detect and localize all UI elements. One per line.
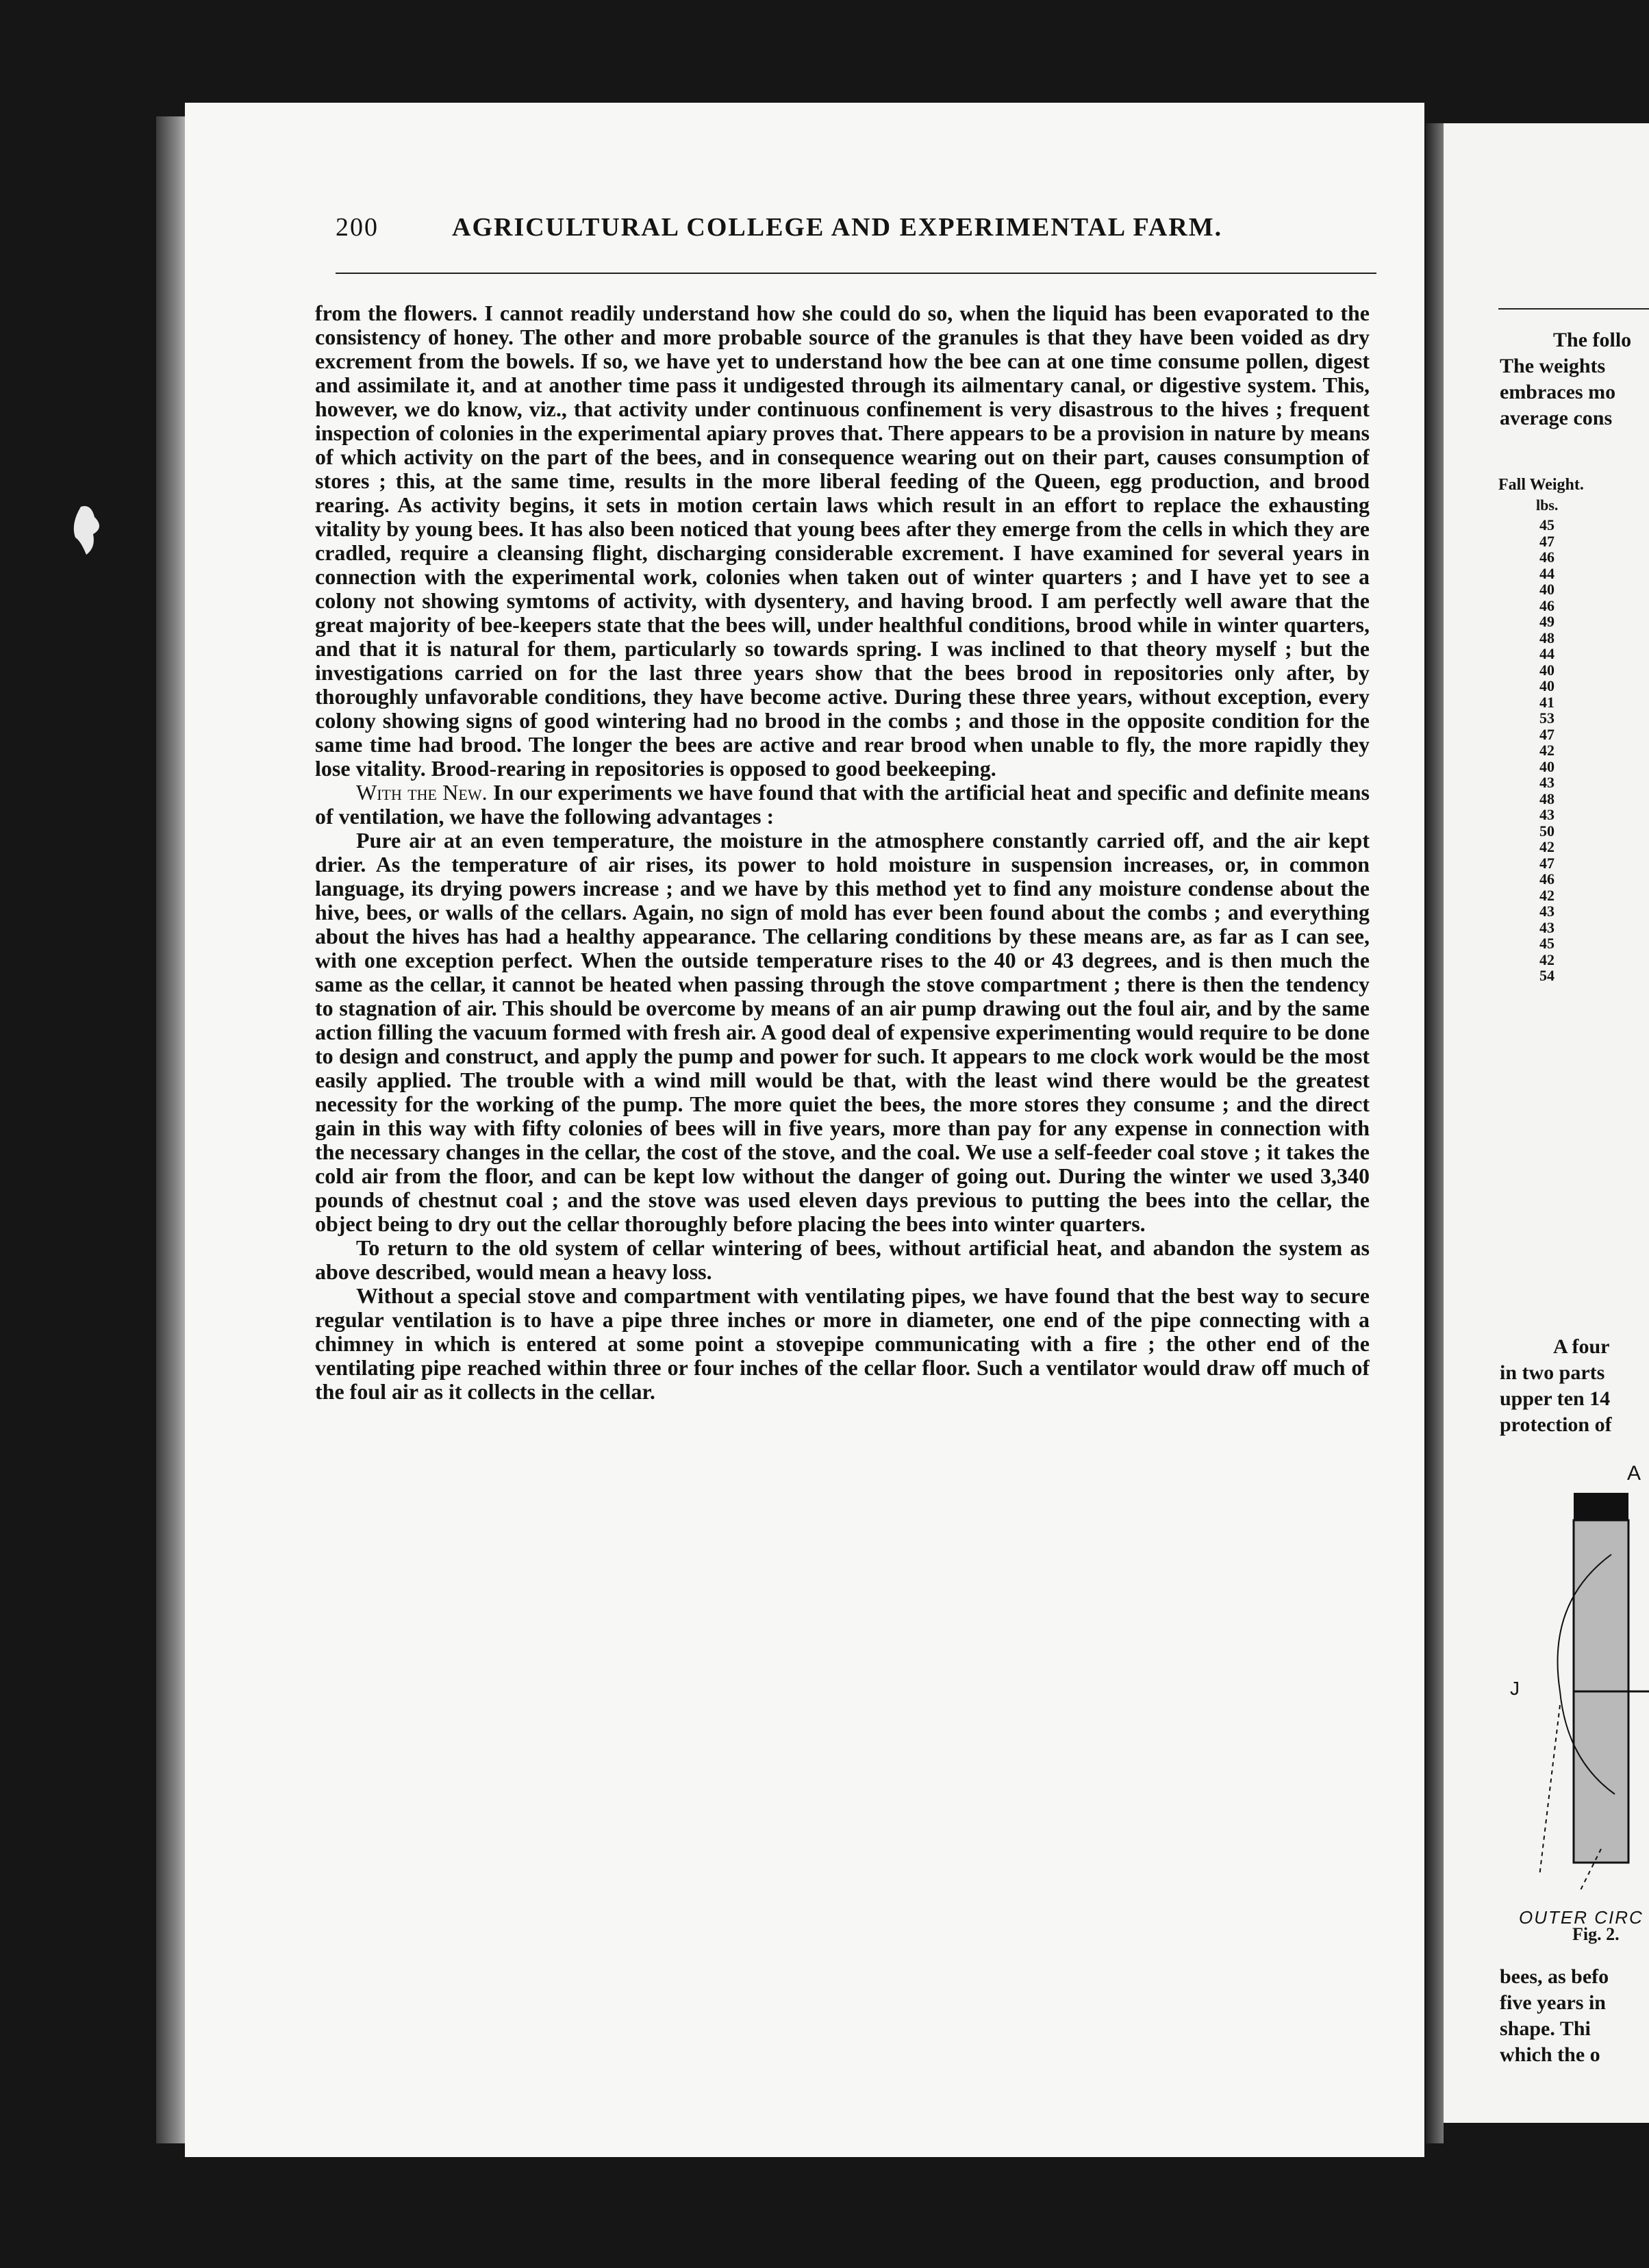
figure-label: J [1510,1678,1520,1699]
text-line: in two parts [1500,1361,1605,1384]
text-line: upper ten 14 [1500,1387,1611,1410]
weight-value: 40 [1539,677,1554,694]
text-line: shape. Thi [1500,2017,1591,2040]
weight-value: 42 [1539,838,1554,855]
table-header: Fall Weight. [1498,476,1584,494]
figure-caption: Fig. 2. [1572,1924,1620,1944]
weight-value: 43 [1539,774,1554,791]
text-line: bees, as befo [1500,1965,1609,1988]
left-page [185,103,1424,2157]
weight-value: 41 [1539,693,1554,711]
running-title: AGRICULTURAL COLLEGE AND EXPERIMENTAL FARM. [452,213,1223,242]
header-rule [336,273,1376,274]
weight-value: 46 [1539,549,1554,566]
weight-value: 43 [1539,806,1554,823]
text-line: which the o [1500,2043,1600,2066]
page-number: 200 [336,213,379,242]
paragraph: Pure air at an even temperature, the moisture in the atmosphere constantly carried off, and the air kept drier. As the temperature of air rises, its power to hold moisture in suspension increases, or, in common language, its drying powers increase ; and we have by this method yet to find any moisture condense about the hive, bees, or walls of the cellars. Again, no sign of mold has ever been found about the combs ; and everything about the hives has had a healthy appearance. The cellaring conditions by these means are, as far as I can see, with one exception perfect. When the outside temperature rises to the 40 or 43 degrees, and is then much the same as the cellar, it cannot be heated when passing through the stove compartment ; there is then the tendency to stagnation of air. This should be overcome by means of an air pump drawing out the foul air, and by the same action filling the vacuum formed with fresh air. A good deal of expensive experimenting would require to be done to design and construct, and apply the pump and power for such. It appears to me clock work would be the most easily applied. The trouble with a wind mill would be that, with the least wind there would be the greatest necessity for the working of the pump. The more quiet the bees, the more stores they consume ; and the direct gain in this way with fifty colonies of bees will in five years, more than pay for any expense in connection with the necessary changes in the cellar, the cost of the stove, and the coal. We use a self-feeder coal stove ; it takes the cold air from the floor, and can be kept low without the danger of going out. During the winter we used 3,340 pounds of chestnut coal ; and the stove was used eleven days previous to putting the bees into the cellar, the object being to dry out the cellar thoroughly before placing the bees into winter quarters. [315,828,1370,1236]
weight-value: 42 [1539,886,1554,904]
weight-value: 42 [1539,950,1554,968]
paragraph: from the flowers. I cannot readily understand how she could do so, when the liquid has been evaporated to the consistency of honey. The other and more probable source of the granules is that they have been voided as dry excrement from the bowels. If so, we have yet to understand how the bee can at one time consume pollen, digest and assimilate it, and at another time pass it undigested through its ailmentary canal, or digestive system. This, however, we do know, viz., that activity under continuous confinement is very disastrous to the hives ; frequent inspection of colonies in the experimental apiary proves that. There appears to be a provision in nature by means of which activity on the part of the bees, and in consequence wearing out on their part, causes consumption of stores ; this, at the same time, results in the more liberal feeding of the Queen, egg production, and brood rearing. As activity begins, it sets in motion certain laws which result in an effort to replace the exhausting vitality by young bees. It has also been noticed that young bees after they emerge from the cells in which they are cradled, require a cleansing flight, discharging considerable excrement. I have examined for several years in connection with the experimental work, colonies when taken out of winter quarters ; and I have yet to see a colony not showing symtoms of activity, with dysentery, and having brood. I am perfectly well aware that the great majority of bee-keepers state that the bees will, under healthful conditions, brood while in winter quarters, and that it is natural for them, particularly so towards spring. I was inclined to that theory myself ; but the investigations carried on for the last three years show that the bees brood in repositories only after, by thoroughly unfavorable conditions, they have become active. During these three years, without exception, every colony showing signs of good wintering had no brood in the combs ; and those in the opposite condition for the same time had brood. The longer the bees are active and rear brood when unable to fly, the more rapidly they lose vitality. Brood-rearing in repositories is opposed to good beekeeping. [315,301,1370,781]
right-page [1444,123,1649,2123]
weight-value: 40 [1539,757,1554,775]
margin-speck [67,500,108,562]
paragraph-lead: With the New. [356,780,488,805]
weight-value: 53 [1539,709,1554,727]
paragraph [315,781,1370,829]
header-rule [1498,308,1649,310]
weight-value: 44 [1539,564,1554,582]
figure-label: A [1627,1462,1641,1485]
weight-value: 49 [1539,613,1554,630]
weights-column [1539,517,1554,984]
text-line: five years in [1500,1991,1606,2014]
text-line: embraces mo [1500,381,1616,403]
weight-value: 45 [1539,935,1554,952]
weight-value: 54 [1539,967,1554,984]
paragraph-text: In our experiments we have found that with the artificial heat and specific and definite means of ventilation, we have the following advantages : [315,780,1370,829]
book-gutter [1426,123,1444,2143]
weight-value: 47 [1539,725,1554,743]
weight-value: 48 [1539,790,1554,807]
table-unit: lbs. [1536,496,1559,514]
weight-value: 40 [1539,581,1554,598]
weight-value: 43 [1539,903,1554,920]
text-line: The follo [1553,329,1632,351]
text-line: A four [1553,1335,1610,1358]
text-line: The weights [1500,355,1606,377]
weight-value: 47 [1539,532,1554,550]
weight-value: 46 [1539,870,1554,887]
text-line: average cons [1500,407,1613,429]
weight-value: 47 [1539,854,1554,872]
text-line: protection of [1500,1413,1612,1436]
weight-value: 43 [1539,918,1554,936]
paragraph: To return to the old system of cellar wintering of bees, without artificial heat, and abandon the system as above described, would mean a heavy loss. [315,1235,1370,1284]
figure-label: OUTER CIRC [1519,1907,1644,1928]
body-text [315,301,1370,2082]
weight-value: 40 [1539,661,1554,679]
weight-value: 48 [1539,629,1554,646]
running-header [336,212,1335,253]
hive-diagram [1498,1465,1649,1890]
weight-value: 46 [1539,596,1554,614]
weight-value: 50 [1539,822,1554,840]
paragraph: Without a special stove and compartment with ventilating pipes, we have found that the best way to secure regular ventilation is to have a pipe three inches or more in diameter, one end of the pipe connecting with a chimney in which is entered at some point a stovepipe communicating with a fire ; the other end of the ventilating pipe reached within three or four inches of the cellar floor. Such a ventilator would draw off much of the foul air as it collects in the cellar. [315,1283,1370,1404]
weight-value: 45 [1539,516,1554,533]
weight-value: 42 [1539,742,1554,759]
weight-value: 44 [1539,645,1554,662]
